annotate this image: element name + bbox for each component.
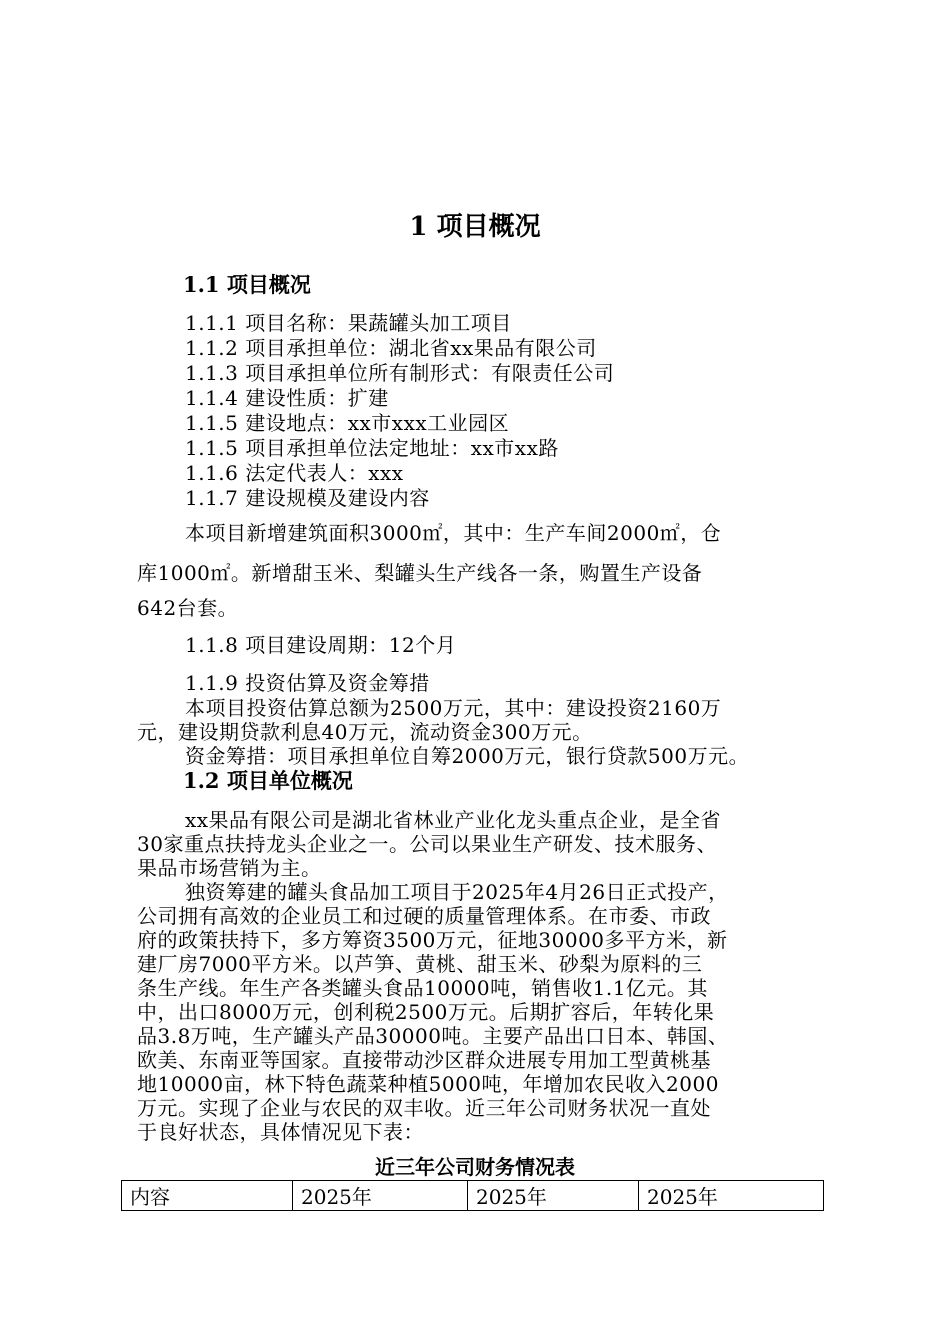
table-header-cell: 2025年 (468, 1181, 639, 1211)
history-paragraph-line: 府的政策扶持下，多方筹资3500万元，征地30000多平方米，新 (137, 928, 728, 952)
company-paragraph-line: 果品市场营销为主。 (137, 856, 322, 880)
history-paragraph-line: 中，出口8000万元，创利税2500万元。后期扩容后，年转化果 (137, 1000, 715, 1024)
history-paragraph-line: 独资筹建的罐头食品加工项目于2025年4月26日正式投产， (185, 880, 729, 904)
financial-table (121, 1180, 824, 1211)
table-header-row (122, 1181, 824, 1211)
history-paragraph-line: 品3.8万吨，生产罐头产品30000吨。主要产品出口日本、韩国、 (137, 1024, 729, 1048)
scale-paragraph-line: 库1000㎡。新增甜玉米、梨罐头生产线各一条，购置生产设备 (137, 561, 703, 585)
company-paragraph-line: 30家重点扶持龙头企业之一。公司以果业生产研发、技术服务、 (137, 832, 717, 856)
history-paragraph-line: 万元。实现了企业与农民的双丰收。近三年公司财务状况一直处 (137, 1096, 711, 1120)
table-header-cell: 内容 (122, 1181, 293, 1211)
history-paragraph-line: 地10000亩，林下特色蔬菜种植5000吨，年增加农民收入2000 (137, 1072, 719, 1096)
scale-paragraph-line: 本项目新增建筑面积3000㎡，其中：生产车间2000㎡，仓 (185, 521, 722, 545)
scale-paragraph-line: 642台套。 (137, 596, 239, 620)
item-project-name: 1.1.1 项目名称：果蔬罐头加工项目 (185, 311, 512, 335)
investment-paragraph-line: 本项目投资估算总额为2500万元，其中：建设投资2160万 (185, 696, 722, 720)
history-paragraph-line: 欧美、东南亚等国家。直接带动沙区群众进展专用加工型黄桃基 (137, 1048, 711, 1072)
section-heading-1-2: 1.2 项目单位概况 (183, 768, 353, 793)
section-heading-1-1: 1.1 项目概况 (183, 272, 311, 297)
item-undertaking-unit: 1.1.2 项目承担单位：湖北省xx果品有限公司 (185, 336, 597, 360)
company-paragraph-line: xx果品有限公司是湖北省林业产业化龙头重点企业，是全省 (185, 808, 722, 832)
history-paragraph-line: 条生产线。年生产各类罐头食品10000吨，销售收1.1亿元。其 (137, 976, 708, 1000)
history-paragraph-line: 公司拥有高效的企业员工和过硬的质量管理体系。在市委、市政 (137, 904, 711, 928)
item-construction-period: 1.1.8 项目建设周期：12个月 (185, 633, 457, 657)
item-construction-site: 1.1.5 建设地点：xx市xxx工业园区 (185, 411, 510, 435)
item-ownership-form: 1.1.3 项目承担单位所有制形式：有限责任公司 (185, 361, 615, 385)
investment-paragraph-line: 元，建设期贷款利息40万元，流动资金300万元。 (137, 720, 593, 744)
table-header-cell: 2025年 (293, 1181, 468, 1211)
item-investment-heading: 1.1.9 投资估算及资金筹措 (185, 671, 430, 695)
page-title: 1 项目概况 (409, 212, 541, 242)
table-header-cell: 2025年 (639, 1181, 824, 1211)
funding-paragraph-line: 资金筹措：项目承担单位自筹2000万元，银行贷款500万元。 (185, 744, 750, 768)
item-legal-representative: 1.1.6 法定代表人：xxx (185, 461, 404, 485)
item-scale-content: 1.1.7 建设规模及建设内容 (185, 486, 430, 510)
history-paragraph-line: 于良好状态，具体情况见下表： (137, 1120, 424, 1144)
history-paragraph-line: 建厂房7000平方米。以芦笋、黄桃、甜玉米、砂梨为原料的三 (137, 952, 703, 976)
table-caption: 近三年公司财务情况表 (375, 1155, 575, 1179)
item-legal-address: 1.1.5 项目承担单位法定地址：xx市xx路 (185, 436, 559, 460)
item-construction-nature: 1.1.4 建设性质：扩建 (185, 386, 389, 410)
